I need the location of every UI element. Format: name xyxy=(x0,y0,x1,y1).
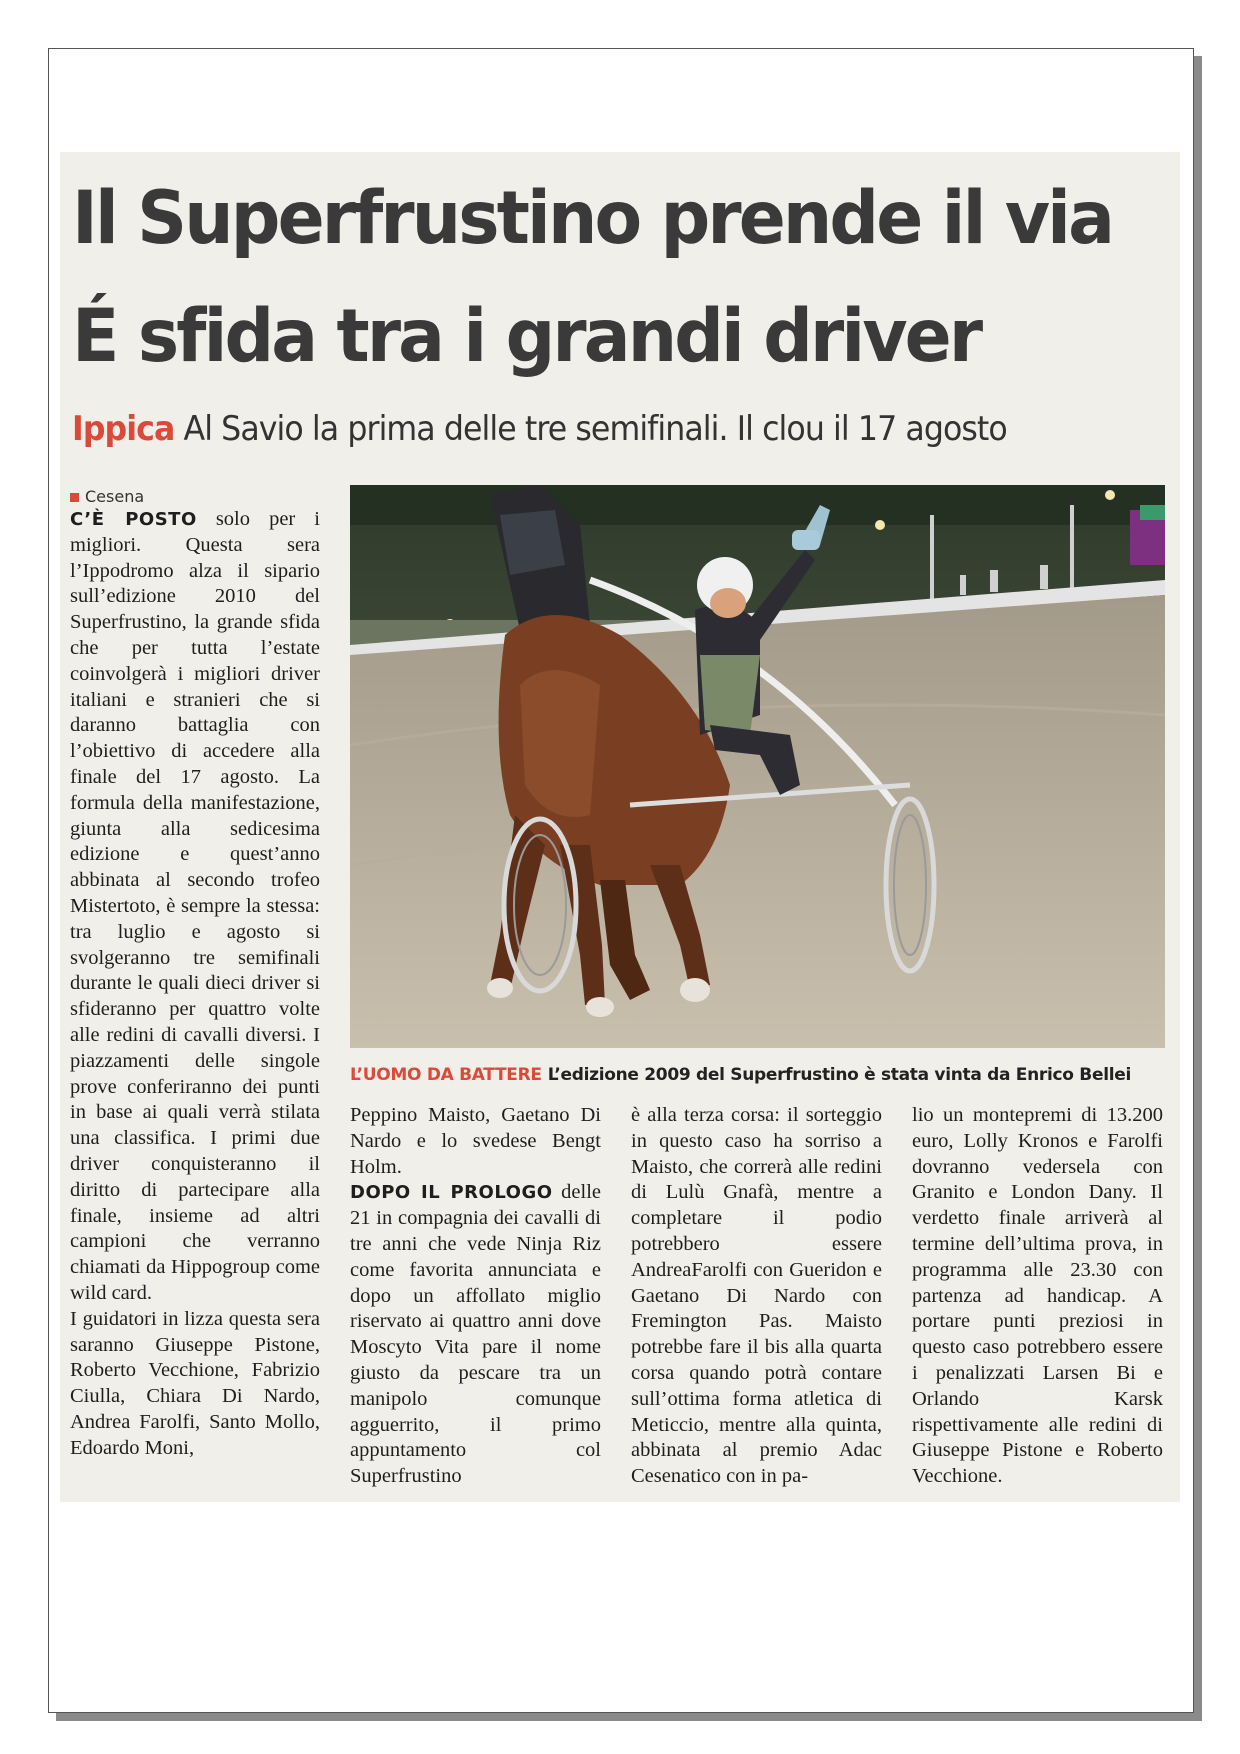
column-1-paragraph-1 xyxy=(70,507,320,1307)
column-2-text: delle 21 in compagnia dei cavalli di tre anni che vede Ninja Riz come favorita annunciata e dopo un affollato miglio riservato ai quattro anni dove Moscyto Vita pare il nome giusto da pescare tra un manipolo comunque agguerrito, il primo appuntamento col Superfrustino xyxy=(350,1181,602,1488)
subheadline-text: Al Savio la prima delle tre semifinali. Il clou il 17 agosto xyxy=(183,409,1007,449)
column-3-paragraph: è alla terza corsa: il sorteggio in questo caso ha sorriso a Maisto, che correrà alle redini di Lulù Gnafà, mentre a completare il podio potrebbero essere AndreaFarolfi con Gueridon e Gaetano Di Nardo con Fremington Pas. Maisto potrebbe fare il bis alla quarta corsa quando potrà contare sull’ottima forma atletica di Meticcio, mentre alla quinta, abbinata al premio Adac Cesenatico con in pa- xyxy=(631,1104,882,1488)
headline-line-1: Il Superfrustino prende il via xyxy=(72,176,1113,261)
column-2-paragraph-2 xyxy=(350,1180,601,1490)
headline xyxy=(72,160,1127,396)
article-column-1 xyxy=(70,487,320,1461)
dateline-text: Cesena xyxy=(85,487,145,506)
article-column-2 xyxy=(350,1103,601,1490)
headline-line-2: É sfida tra i grandi driver xyxy=(72,294,981,379)
caption-kicker: L’UOMO DA BATTERE xyxy=(350,1065,542,1085)
article-column-3 xyxy=(631,1103,882,1490)
subheadline xyxy=(72,408,1104,450)
photo-caption xyxy=(350,1063,1165,1087)
column-2-lead-caps: DOPO IL PROLOGO xyxy=(350,1182,553,1204)
horse-and-driver-illustration xyxy=(350,485,1165,1048)
column-2-paragraph-1: Peppino Maisto, Gaetano Di Nardo e lo svedese Bengt Holm. xyxy=(350,1104,601,1178)
section-tag: Ippica xyxy=(72,409,175,449)
article-column-4 xyxy=(912,1103,1163,1490)
dateline xyxy=(70,487,320,507)
lead-caps: C’È POSTO xyxy=(70,509,197,530)
harness-racing-photo xyxy=(350,485,1165,1048)
column-4-paragraph: lio un montepremi di 13.200 euro, Lolly Kronos e Farolfi dovranno vedersela con Granito e London Dany. Il verdetto finale arriverà al termine dell’ultima prova, in programma alle 23.30 con partenza ad handicap. A portare punti preziosi in questo caso potrebbero essere i penalizzati Larsen Bi e Orlando Karsk rispettivamente alle redini di Giuseppe Pistone e Roberto Vecchione. xyxy=(912,1104,1163,1488)
dateline-marker-icon xyxy=(70,493,79,502)
caption-text: L’edizione 2009 del Superfrustino è stata vinta da Enrico Bellei xyxy=(547,1065,1132,1085)
column-1-text: solo per i migliori. Questa sera l’Ippodromo alza il sipario sull’edizione 2010 del Superfrustino, la grande sfida che per tutta l’estate coinvolgerà i migliori driver italiani e stranieri che si daranno battaglia con l’obiettivo di accedere alla finale del 17 agosto. La formula della manifestazione, giunta alla sedicesima edizione e quest’anno abbinata al secondo trofeo Mistertoto, è sempre la stessa: tra luglio e agosto si svolgeranno tre semifinali durante le quali dieci driver si sfideranno per quattro volte alle redini di cavalli diversi. I piazzamenti delle singole prove conferiranno dei punti in base ai quali verrà stilata una classifica. I primi due driver conquisteranno il diritto di partecipare alla finale, insieme ad altri campioni che verranno chiamati da Hippogroup come wild card. xyxy=(70,508,321,1304)
column-1-paragraph-2: I guidatori in lizza questa sera saranno Giuseppe Pistone, Roberto Vecchione, Fabrizio Ciulla, Chiara Di Nardo, Andrea Farolfi, Santo Mollo, Edoardo Moni, xyxy=(70,1307,320,1459)
